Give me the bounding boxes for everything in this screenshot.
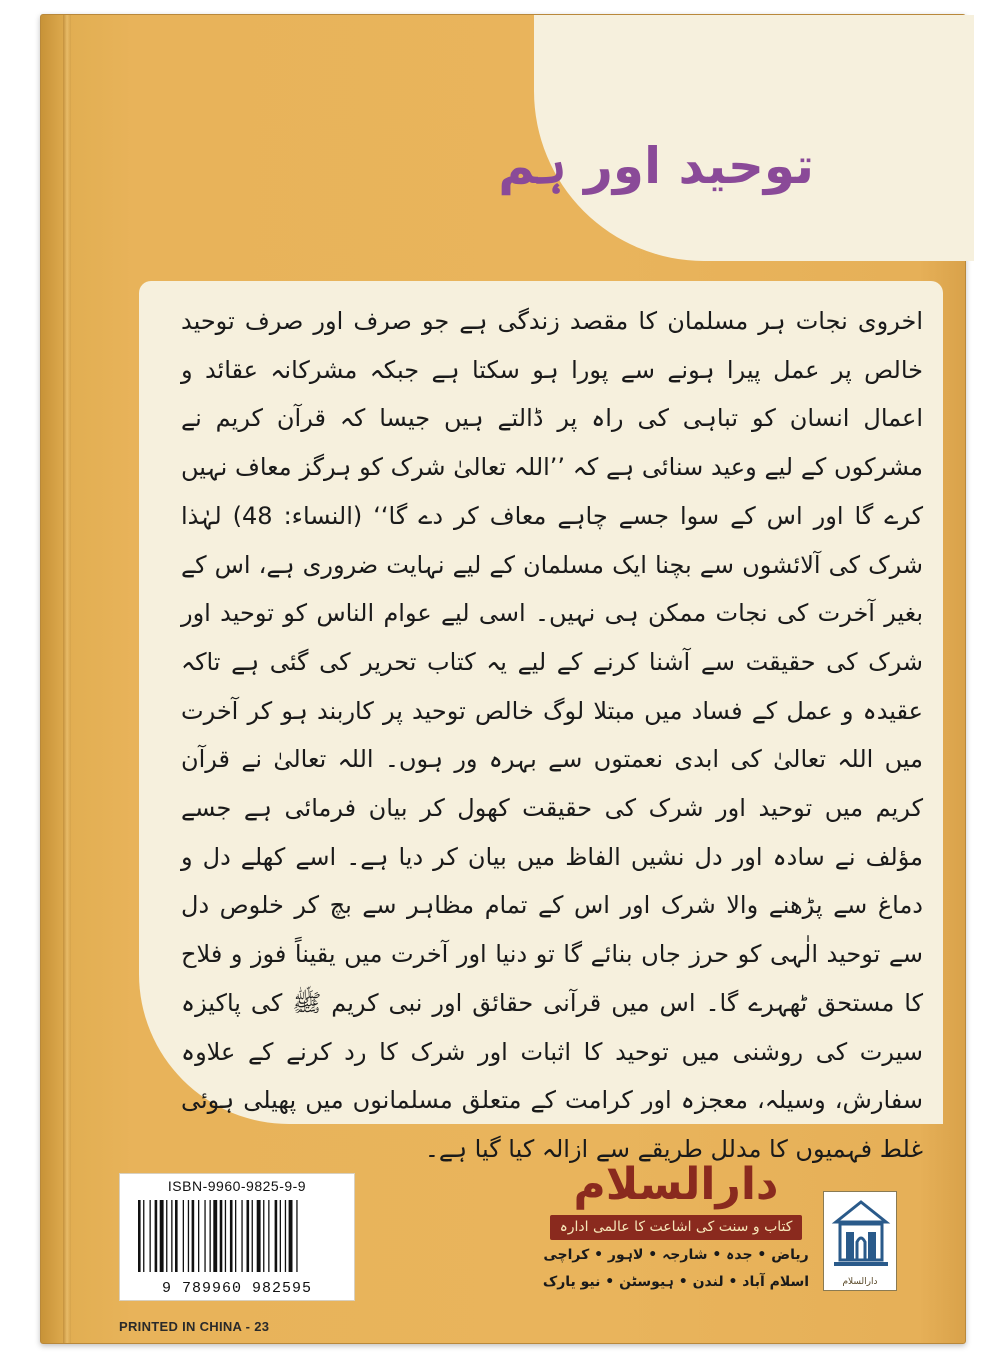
title-panel [498,15,974,261]
book-title: توحید اور ہم [498,137,814,195]
mosque-logo-icon [824,1196,898,1276]
book-back-cover [40,14,966,1344]
logo-caption: دارالسلام [842,1277,878,1287]
barcode [119,1173,355,1301]
barcode-bars [136,1200,340,1272]
publisher-cities-2: اسلام آباد • لندن • ہیوسٹن • نیو یارک [542,1273,810,1290]
publisher-logo [823,1191,897,1291]
blurb-text: اخروی نجات ہر مسلمان کا مقصد زندگی ہے جو صرف اور صرف توحید خالص پر عمل پیرا ہونے سے پورا ہو سکتا ہے جبکہ مشرکانہ عقائد و اعمال انسان کو تباہی کی راہ پر ڈالتے ہیں جیسا کہ قرآن کریم نے مشرکوں کے لیے وعید سنائی ہے کہ ’’اللہ تعالیٰ شرک کو ہرگز معاف نہیں کرے گا اور اس کے سوا جسے چاہے معاف کر دے گا‘‘ (النساء: 48) لہٰذا شرک کی آلائشوں سے بچنا ایک مسلمان کے لیے نہایت ضروری ہے، اس کے بغیر آخرت کی نجات ممکن ہی نہیں۔ اسی لیے عوام الناس کو توحید اور شرک کی حقیقت سے آشنا کرنے کے لیے یہ کتاب تحریر کی گئی ہے تاکہ عقیدہ و عمل کے فساد میں مبتلا لوگ خالص توحید پر کاربند ہو کر آخرت میں اللہ تعالیٰ کی ابدی نعمتوں سے بہرہ ور ہوں۔ اللہ تعالیٰ نے قرآن کریم میں توحید اور شرک کی حقیقت کھول کر بیان فرمائی ہے جسے مؤلف نے سادہ اور دل نشیں الفاظ میں بیان کر دیا ہے۔ اسے کھلے دل و دماغ سے پڑھنے والا شرک اور اس کے تمام مظاہر سے بچ کر خلوص دل سے توحید الٰہی کو حرز جاں بنائے گا تو دنیا اور آخرت میں یقیناً فوز و فلاح کا مستحق ٹھہرے گا۔ اس میں قرآنی حقائق اور نبی کریم ﷺ کی پاکیزہ سیرت کی روشنی میں توحید کا اثبات اور شرک کا رد کرنے کے علاوہ سفارش، وسیلہ، معجزہ اور کرامت کے متعلق مسلمانوں میں پھیلی ہوئی غلط فہمیوں کا مدلل طریقے سے ازالہ کیا گیا ہے۔ [181,307,924,1163]
barcode-number: 9 789960 982595 [161,1280,313,1297]
book-spine-edge [63,15,71,1343]
printed-in-label: PRINTED IN CHINA - 23 [119,1319,270,1334]
publisher-cities-1: ریاض • جدہ • شارجہ • لاہور • کراچی [543,1247,809,1264]
publisher-tagline: کتاب و سنت کی اشاعت کا عالمی ادارہ [550,1215,803,1240]
publisher-name: دارالسلام [573,1159,779,1210]
isbn-label: ISBN-9960-9825-9-9 [167,1178,307,1194]
publisher-block [541,1161,811,1293]
